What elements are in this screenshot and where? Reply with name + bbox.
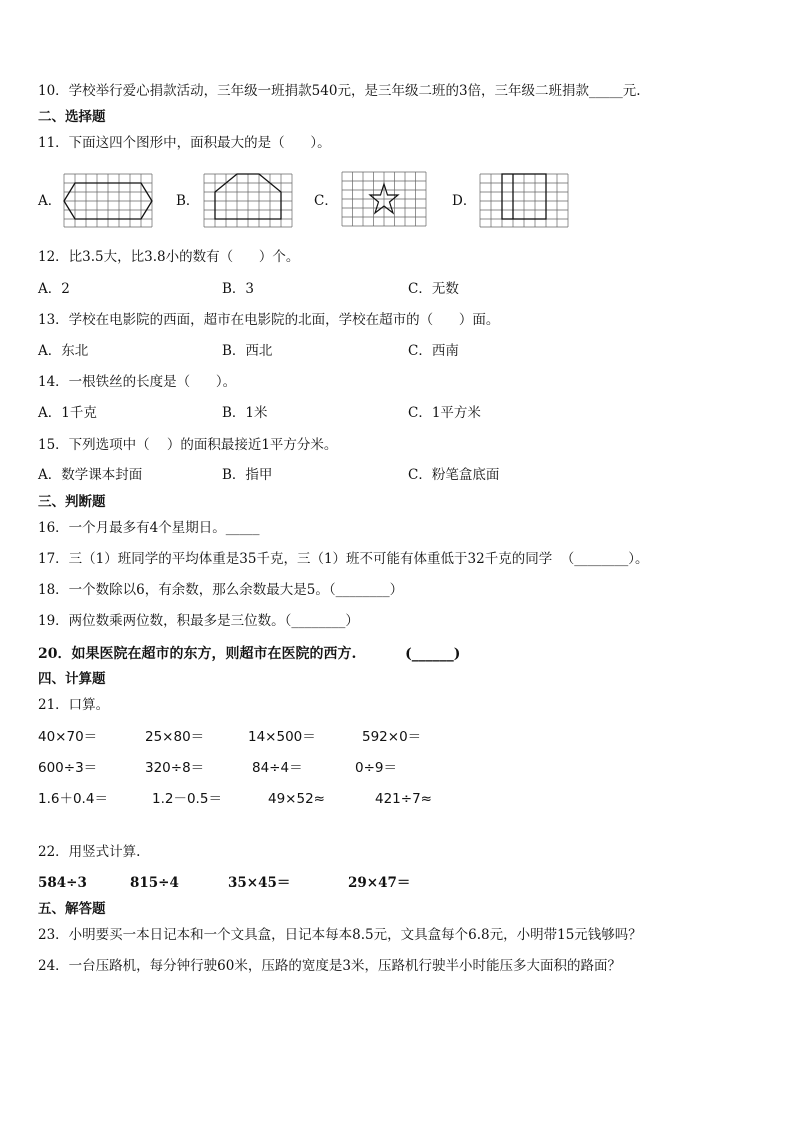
- question-23: 23．小明要买一本日记本和一个文具盒，日记本每本8.5元，文具盒每个6.8元，小明带15元钱够吗？: [38, 927, 642, 943]
- q21-item: 49×52≈: [268, 791, 325, 807]
- question-11: 11．下面这四个图形中，面积最大的是（ ）。: [38, 135, 331, 151]
- q11-option-b-label: B．: [176, 193, 200, 209]
- q11-figure-b: [202, 172, 294, 228]
- q22-item: 35×45＝: [228, 875, 291, 891]
- q13-option-b: B．西北: [222, 343, 273, 359]
- section-judgment-heading: 三、判断题: [38, 494, 106, 510]
- question-14: 14．一根铁丝的长度是（ ）。: [38, 374, 237, 390]
- q13-option-a: A．东北: [38, 343, 89, 359]
- q12-option-a: A．2: [38, 281, 70, 297]
- q11-figure-d: [478, 172, 570, 228]
- q21-item: 600÷3＝: [38, 760, 98, 776]
- q21-item: 1.6＋0.4＝: [38, 791, 108, 807]
- q12-option-c: C．无数: [408, 281, 459, 297]
- q15-option-c: C．粉笔盒底面: [408, 467, 500, 483]
- q15-option-b: B．指甲: [222, 467, 273, 483]
- question-13: 13．学校在电影院的西面，超市在电影院的北面，学校在超市的（ ）面。: [38, 312, 500, 328]
- question-15: 15．下列选项中（ ）的面积最接近1平方分米。: [38, 437, 338, 453]
- q11-option-d-label: D．: [452, 193, 477, 209]
- q11-figure-c: [340, 170, 428, 228]
- question-12: 12．比3.5大，比3.8小的数有（ ）个。: [38, 249, 300, 265]
- question-20: 20．如果医院在超市的东方，则超市在医院的西方. (______): [38, 646, 461, 662]
- q21-item: 421÷7≈: [375, 791, 432, 807]
- question-18: 18．一个数除以6，有余数，那么余数最大是5。（________）: [38, 582, 404, 598]
- question-16: 16．一个月最多有4个星期日。_____: [38, 520, 260, 536]
- q11-figure-a: [62, 172, 154, 228]
- q21-item: 14×500＝: [248, 729, 316, 745]
- question-22: 22．用竖式计算.: [38, 844, 141, 860]
- q21-item: 592×0＝: [362, 729, 422, 745]
- q14-option-b: B．1米: [222, 405, 268, 421]
- question-19: 19．两位数乘两位数，积最多是三位数。（________）: [38, 613, 359, 629]
- q21-item: 25×80＝: [145, 729, 205, 745]
- question-21: 21．口算。: [38, 697, 110, 713]
- q14-option-c: C．1平方米: [408, 405, 481, 421]
- q21-item: 84÷4＝: [252, 760, 303, 776]
- q22-item: 29×47＝: [348, 875, 411, 891]
- q11-option-c-label: C．: [314, 193, 338, 209]
- q21-item: 40×70＝: [38, 729, 98, 745]
- section-answer-heading: 五、解答题: [38, 901, 106, 917]
- q13-option-c: C．西南: [408, 343, 459, 359]
- q11-option-a-label: A．: [38, 193, 62, 209]
- q22-item: 584÷3: [38, 875, 87, 891]
- question-24: 24．一台压路机，每分钟行驶60米，压路的宽度是3米，压路机行驶半小时能压多大面积的路面？: [38, 958, 621, 974]
- q22-item: 815÷4: [130, 875, 179, 891]
- q12-option-b: B．3: [222, 281, 255, 297]
- q21-item: 320÷8＝: [145, 760, 205, 776]
- section-calc-heading: 四、计算题: [38, 671, 106, 687]
- question-17: 17．三（1）班同学的平均体重是35千克，三（1）班不可能有体重低于32千克的同学 （________）。: [38, 551, 649, 567]
- q21-item: 0÷9＝: [355, 760, 397, 776]
- q14-option-a: A．1千克: [38, 405, 97, 421]
- q15-option-a: A．数学课本封面: [38, 467, 143, 483]
- q21-item: 1.2－0.5＝: [152, 791, 222, 807]
- section-choice-heading: 二、选择题: [38, 109, 106, 125]
- question-10: 10．学校举行爱心捐款活动，三年级一班捐款540元，是三年级二班的3倍，三年级二班捐款_____元.: [38, 83, 641, 99]
